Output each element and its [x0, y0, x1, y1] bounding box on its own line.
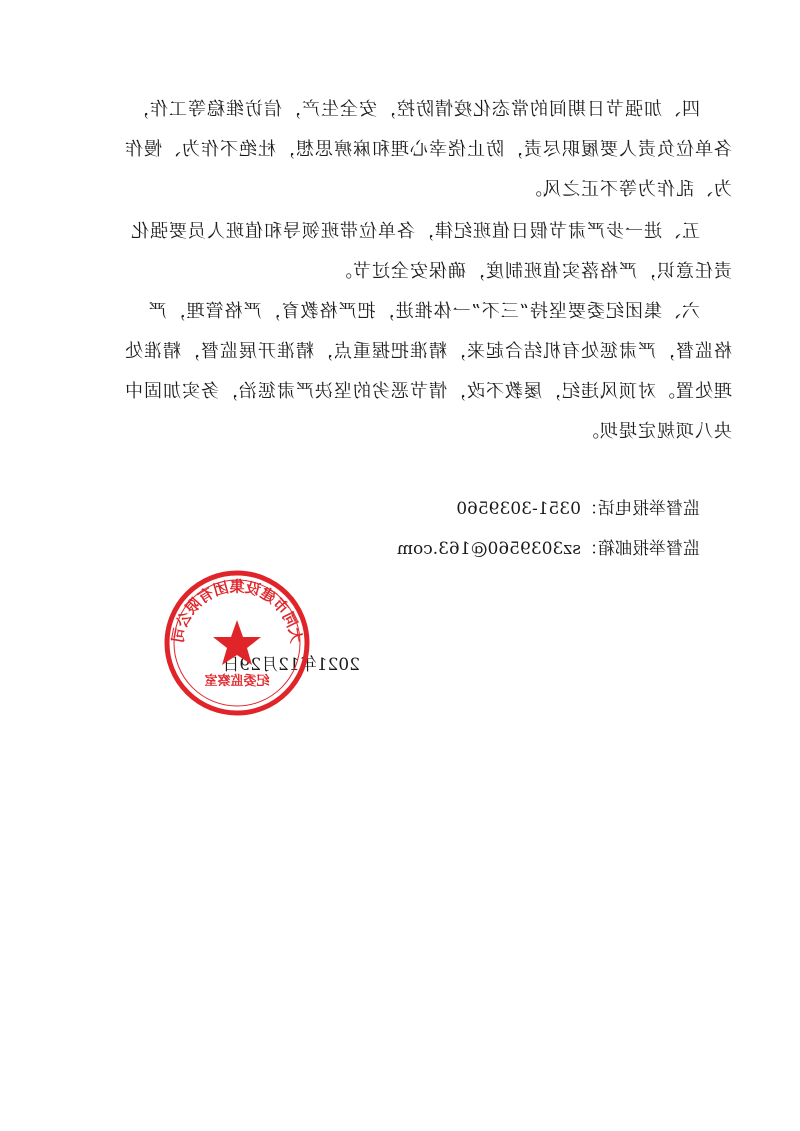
star-icon — [213, 620, 261, 665]
report-phone-line — [456, 494, 700, 519]
text-line: 四、加强节日期间的常态化疫情防控，安全生产，信访维稳等工作， — [130, 99, 700, 120]
report-phone-number: 0351-3039560 — [456, 499, 581, 519]
report-phone-label: 监督举报电话： — [581, 499, 700, 519]
text-line: 责任意识，严格落实值班制度，确保安全过节。 — [333, 261, 732, 282]
document-date: 2021年12月29日 — [222, 655, 360, 675]
text-line: 六、集团纪委要坚持“三不”一体推进，把严格教育，严格管理，严 — [147, 301, 700, 322]
svg-text:纪委监察室: 纪委监察室 — [204, 674, 270, 689]
report-email-label: 监督举报邮箱： — [581, 539, 700, 559]
report-email-line — [397, 534, 700, 559]
report-email-address: sz3039560@163.com — [396, 539, 581, 559]
text-line: 五、进一步严肃节假日值班纪律，各单位带班领导和值班人员要强化 — [130, 221, 700, 242]
text-line: 央八项规定堤坝。 — [580, 421, 732, 442]
text-line: 理处置。对顶风违纪，屡教不改，情节恶劣的坚决严肃惩治，务实加固中 — [124, 381, 732, 402]
svg-text:大同市建设集团有限公司: 大同市建设集团有限公司 — [168, 577, 306, 645]
text-line: 各单位负责人要履职尽责，防止侥幸心理和麻痹思想，杜绝不作为、慢作 — [124, 139, 732, 160]
official-seal-icon — [162, 568, 312, 718]
text-line: 为、乱作为等不正之风。 — [523, 179, 732, 200]
text-line: 格监督，严肃惩处有机结合起来，精准把握重点，精准开展监督，精准处 — [124, 341, 732, 362]
